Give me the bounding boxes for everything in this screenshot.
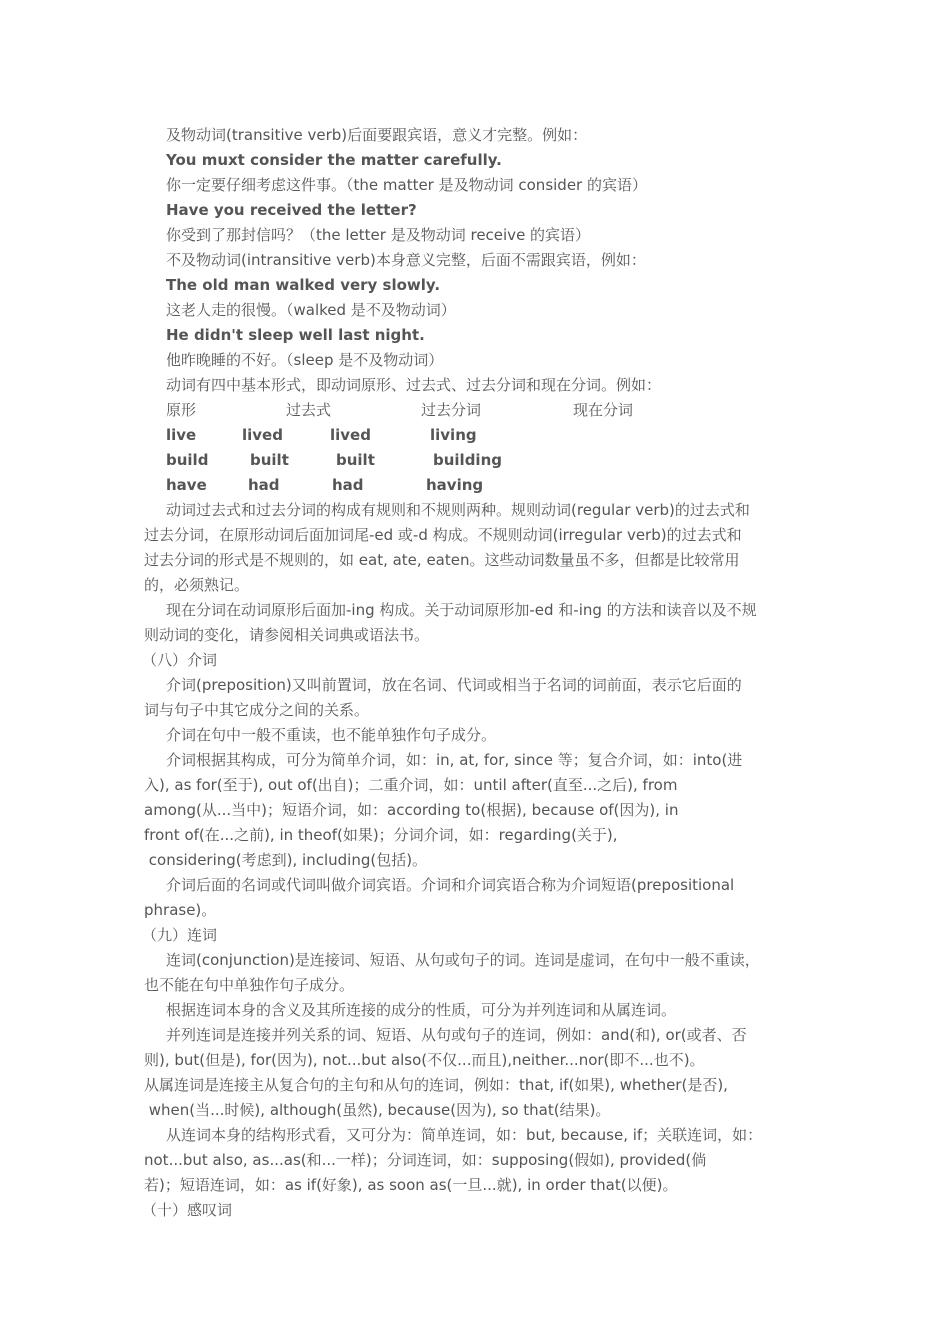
table-cell: have (166, 476, 207, 494)
paragraph: among(从...当中)；短语介词，如：according to(根据), because of(因为), in (144, 801, 679, 819)
paragraph: 从属连词是连接主从复合句的主句和从句的连词，例如：that, if(如果), whether(是否), (144, 1076, 728, 1094)
paragraph: 的，必须熟记。 (144, 576, 250, 594)
table-cell: build (166, 451, 209, 469)
paragraph: front of(在...之前), in theof(如果)；分词介词，如：regarding(关于), (144, 826, 618, 844)
paragraph: 不及物动词(intransitive verb)本身意义完整，后面不需跟宾语，例如： (166, 251, 646, 269)
table-cell: lived (242, 426, 283, 444)
paragraph: 动词过去式和过去分词的构成有规则和不规则两种。规则动词(regular verb)的过去式和 (166, 501, 750, 519)
paragraph: 词与句子中其它成分之间的关系。 (144, 701, 370, 719)
example-sentence: The old man walked very slowly. (166, 276, 441, 294)
table-header-cell: 过去式 (286, 401, 332, 419)
paragraph: 也不能在句中单独作句子成分。 (144, 976, 355, 994)
section-heading: （十）感叹词 (142, 1201, 233, 1219)
table-cell: having (426, 476, 484, 494)
paragraph: 动词有四中基本形式，即动词原形、过去式、过去分词和现在分词。例如： (166, 376, 662, 394)
table-cell: living (430, 426, 477, 444)
example-sentence: You muxt consider the matter carefully. (166, 151, 502, 169)
paragraph: when(当...时候), although(虽然), because(因为), so that(结果)。 (144, 1101, 611, 1119)
table-header-cell: 过去分词 (421, 401, 482, 419)
paragraph: 介词后面的名词或代词叫做介词宾语。介词和介词宾语合称为介词短语(prepositional (166, 876, 735, 894)
paragraph: 你受到了那封信吗？（the letter 是及物动词 receive 的宾语） (166, 226, 591, 244)
table-cell: built (250, 451, 289, 469)
table-cell: built (336, 451, 375, 469)
section-heading: （九）连词 (142, 926, 218, 944)
table-header-cell: 现在分词 (573, 401, 634, 419)
paragraph: 若)；短语连词，如：as if(好象), as soon as(一旦...就), in order that(以便)。 (144, 1176, 678, 1194)
example-sentence: Have you received the letter? (166, 201, 417, 219)
table-cell: lived (330, 426, 371, 444)
paragraph: phrase)。 (144, 901, 217, 919)
paragraph: 介词根据其构成，可分为简单介词，如：in, at, for, since 等；复合介词，如：into(进 (166, 751, 743, 769)
section-heading: （八）介词 (142, 651, 218, 669)
paragraph: 则动词的变化，请参阅相关词典或语法书。 (144, 626, 430, 644)
paragraph: 这老人走的很慢。（walked 是不及物动词） (166, 301, 456, 319)
verb-forms-table (166, 398, 766, 498)
paragraph: 从连词本身的结构形式看，又可分为：简单连词，如：but, because, if；关联连词，如： (166, 1126, 763, 1144)
table-cell: live (166, 426, 197, 444)
paragraph: 则), but(但是), for(因为), not...but also(不仅...而且),neither...nor(即不...也不)。 (144, 1051, 705, 1069)
table-header-cell: 原形 (166, 401, 197, 419)
paragraph: 介词(preposition)又叫前置词，放在名词、代词或相当于名词的词前面，表示它后面的 (166, 676, 742, 694)
example-sentence: He didn't sleep well last night. (166, 326, 425, 344)
paragraph: 入), as for(至于), out of(出自)；二重介词，如：until after(直至...之后), from (144, 776, 678, 794)
paragraph: not...but also, as...as(和...一样)；分词连词，如：supposing(假如), provided(倘 (144, 1151, 707, 1169)
paragraph: considering(考虑到), including(包括)。 (144, 851, 428, 869)
paragraph: 他昨晚睡的不好。（sleep 是不及物动词） (166, 351, 444, 369)
table-cell: had (248, 476, 280, 494)
paragraph: 介词在句中一般不重读，也不能单独作句子成分。 (166, 726, 497, 744)
paragraph: 你一定要仔细考虑这件事。（the matter 是及物动词 consider 的宾语） (166, 176, 647, 194)
paragraph: 并列连词是连接并列关系的词、短语、从句或句子的连词，例如：and(和), or(或者、否 (166, 1026, 747, 1044)
paragraph: 过去分词的形式是不规则的，如 eat, ate, eaten。这些动词数量虽不多，但都是比较常用 (144, 551, 740, 569)
table-cell: building (433, 451, 502, 469)
table-cell: had (332, 476, 364, 494)
paragraph: 及物动词(transitive verb)后面要跟宾语，意义才完整。例如： (166, 126, 588, 144)
paragraph: 连词(conjunction)是连接词、短语、从句或句子的词。连词是虚词，在句中一般不重读， (166, 951, 760, 969)
paragraph: 根据连词本身的含义及其所连接的成分的性质，可分为并列连词和从属连词。 (166, 1001, 677, 1019)
paragraph: 过去分词，在原形动词后面加词尾-ed 或-d 构成。不规则动词(irregular verb)的过去式和 (144, 526, 742, 544)
paragraph: 现在分词在动词原形后面加-ing 构成。关于动词原形加-ed 和-ing 的方法和读音以及不规 (166, 601, 757, 619)
